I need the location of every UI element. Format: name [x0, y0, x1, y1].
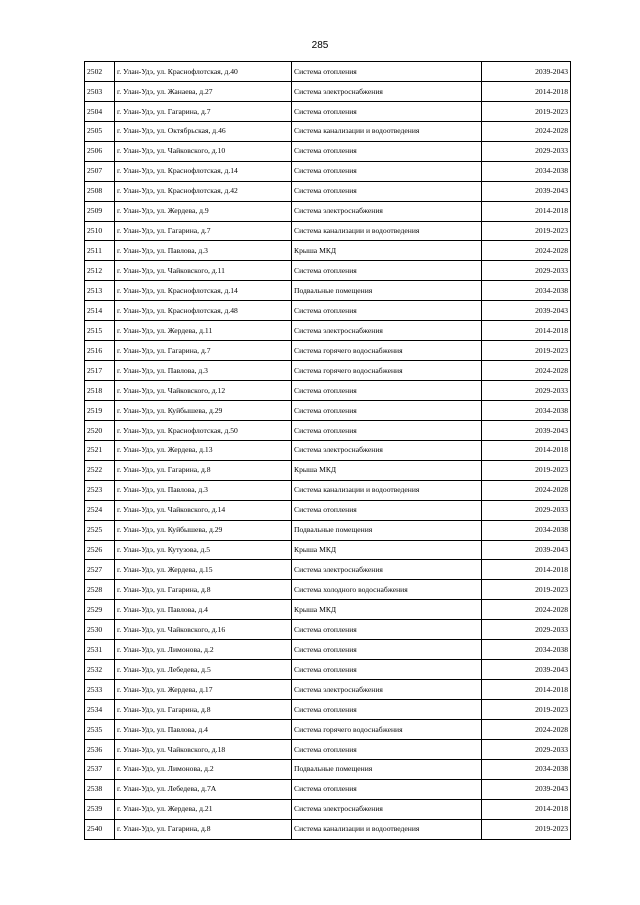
address-cell: г. Улан-Удэ, ул. Кутузова, д.5: [115, 540, 292, 560]
period-cell: 2024-2028: [482, 719, 571, 739]
period-cell: 2014-2018: [482, 81, 571, 101]
address-cell: г. Улан-Удэ, ул. Лимонова, д.2: [115, 759, 292, 779]
table-row: [85, 400, 571, 420]
row-number-cell: 2522: [85, 460, 115, 480]
address-cell: г. Улан-Удэ, ул. Жердева, д.11: [115, 321, 292, 341]
table-row: [85, 600, 571, 620]
address-cell: г. Улан-Удэ, ул. Краснофлотская, д.14: [115, 161, 292, 181]
row-number-cell: 2520: [85, 420, 115, 440]
row-number-cell: 2526: [85, 540, 115, 560]
period-cell: 2034-2038: [482, 759, 571, 779]
address-cell: г. Улан-Удэ, ул. Павлова, д.3: [115, 480, 292, 500]
system-cell: Подвальные помещения: [292, 281, 482, 301]
table-row: [85, 700, 571, 720]
table-row: [85, 281, 571, 301]
row-number-cell: 2537: [85, 759, 115, 779]
period-cell: 2039-2043: [482, 181, 571, 201]
table-row: [85, 161, 571, 181]
period-cell: 2039-2043: [482, 420, 571, 440]
period-cell: 2034-2038: [482, 520, 571, 540]
period-cell: 2039-2043: [482, 62, 571, 82]
system-cell: Система отопления: [292, 420, 482, 440]
period-cell: 2034-2038: [482, 281, 571, 301]
period-cell: 2014-2018: [482, 201, 571, 221]
row-number-cell: 2514: [85, 301, 115, 321]
table-row: [85, 141, 571, 161]
system-cell: Подвальные помещения: [292, 520, 482, 540]
system-cell: Крыша МКД: [292, 540, 482, 560]
row-number-cell: 2524: [85, 500, 115, 520]
row-number-cell: 2506: [85, 141, 115, 161]
period-cell: 2024-2028: [482, 600, 571, 620]
table-row: [85, 81, 571, 101]
period-cell: 2029-2033: [482, 739, 571, 759]
address-cell: г. Улан-Удэ, ул. Чайковского, д.12: [115, 381, 292, 401]
address-cell: г. Улан-Удэ, ул. Краснофлотская, д.48: [115, 301, 292, 321]
system-cell: Система канализации и водоотведения: [292, 221, 482, 241]
row-number-cell: 2513: [85, 281, 115, 301]
table-row: [85, 560, 571, 580]
row-number-cell: 2503: [85, 81, 115, 101]
row-number-cell: 2518: [85, 381, 115, 401]
period-cell: 2029-2033: [482, 381, 571, 401]
system-cell: Система электроснабжения: [292, 440, 482, 460]
table-row: [85, 121, 571, 141]
address-cell: г. Улан-Удэ, ул. Гагарина, д.8: [115, 580, 292, 600]
address-cell: г. Улан-Удэ, ул. Краснофлотская, д.14: [115, 281, 292, 301]
address-cell: г. Улан-Удэ, ул. Жердева, д.13: [115, 440, 292, 460]
period-cell: 2039-2043: [482, 779, 571, 799]
address-cell: г. Улан-Удэ, ул. Куйбышева, д.29: [115, 520, 292, 540]
system-cell: Система отопления: [292, 620, 482, 640]
address-cell: г. Улан-Удэ, ул. Павлова, д.3: [115, 361, 292, 381]
row-number-cell: 2508: [85, 181, 115, 201]
address-cell: г. Улан-Удэ, ул. Лебедева, д.7А: [115, 779, 292, 799]
row-number-cell: 2515: [85, 321, 115, 341]
system-cell: Система отопления: [292, 779, 482, 799]
row-number-cell: 2533: [85, 680, 115, 700]
table-row: [85, 241, 571, 261]
system-cell: Крыша МКД: [292, 241, 482, 261]
table-row: [85, 261, 571, 281]
row-number-cell: 2530: [85, 620, 115, 640]
address-cell: г. Улан-Удэ, ул. Краснофлотская, д.50: [115, 420, 292, 440]
system-cell: Система отопления: [292, 700, 482, 720]
system-cell: Система отопления: [292, 739, 482, 759]
period-cell: 2024-2028: [482, 361, 571, 381]
system-cell: Система отопления: [292, 261, 482, 281]
system-cell: Система отопления: [292, 101, 482, 121]
row-number-cell: 2516: [85, 341, 115, 361]
system-cell: Система электроснабжения: [292, 680, 482, 700]
period-cell: 2029-2033: [482, 141, 571, 161]
address-cell: г. Улан-Удэ, ул. Куйбышева, д.29: [115, 400, 292, 420]
system-cell: Система отопления: [292, 500, 482, 520]
period-cell: 2024-2028: [482, 241, 571, 261]
row-number-cell: 2540: [85, 819, 115, 839]
address-cell: г. Улан-Удэ, ул. Гагарина, д.8: [115, 700, 292, 720]
table-row: [85, 62, 571, 82]
table-row: [85, 101, 571, 121]
table-row: [85, 341, 571, 361]
row-number-cell: 2504: [85, 101, 115, 121]
table-row: [85, 759, 571, 779]
address-cell: г. Улан-Удэ, ул. Гагарина, д.7: [115, 221, 292, 241]
row-number-cell: 2529: [85, 600, 115, 620]
system-cell: Система горячего водоснабжения: [292, 719, 482, 739]
row-number-cell: 2525: [85, 520, 115, 540]
row-number-cell: 2502: [85, 62, 115, 82]
table-row: [85, 440, 571, 460]
address-cell: г. Улан-Удэ, ул. Павлова, д.4: [115, 719, 292, 739]
row-number-cell: 2505: [85, 121, 115, 141]
period-cell: 2014-2018: [482, 680, 571, 700]
system-cell: Система электроснабжения: [292, 201, 482, 221]
period-cell: 2039-2043: [482, 540, 571, 560]
address-cell: г. Улан-Удэ, ул. Павлова, д.3: [115, 241, 292, 261]
address-cell: г. Улан-Удэ, ул. Гагарина, д.7: [115, 341, 292, 361]
table-row: [85, 719, 571, 739]
table-row: [85, 381, 571, 401]
row-number-cell: 2534: [85, 700, 115, 720]
table-row: [85, 420, 571, 440]
system-cell: Система отопления: [292, 181, 482, 201]
table-row: [85, 500, 571, 520]
system-cell: Система горячего водоснабжения: [292, 341, 482, 361]
table-row: [85, 301, 571, 321]
system-cell: Система отопления: [292, 161, 482, 181]
period-cell: 2019-2023: [482, 101, 571, 121]
system-cell: Система отопления: [292, 400, 482, 420]
period-cell: 2019-2023: [482, 460, 571, 480]
address-cell: г. Улан-Удэ, ул. Жанаева, д.27: [115, 81, 292, 101]
address-cell: г. Улан-Удэ, ул. Чайковского, д.14: [115, 500, 292, 520]
address-cell: г. Улан-Удэ, ул. Чайковского, д.10: [115, 141, 292, 161]
period-cell: 2024-2028: [482, 121, 571, 141]
address-cell: г. Улан-Удэ, ул. Гагарина, д.7: [115, 101, 292, 121]
period-cell: 2014-2018: [482, 560, 571, 580]
row-number-cell: 2519: [85, 400, 115, 420]
row-number-cell: 2532: [85, 660, 115, 680]
address-cell: г. Улан-Удэ, ул. Жердева, д.15: [115, 560, 292, 580]
address-cell: г. Улан-Удэ, ул. Краснофлотская, д.42: [115, 181, 292, 201]
row-number-cell: 2517: [85, 361, 115, 381]
period-cell: 2039-2043: [482, 660, 571, 680]
table-row: [85, 361, 571, 381]
system-cell: Система электроснабжения: [292, 81, 482, 101]
system-cell: Подвальные помещения: [292, 759, 482, 779]
address-cell: г. Улан-Удэ, ул. Октябрьская, д.46: [115, 121, 292, 141]
system-cell: Система отопления: [292, 381, 482, 401]
system-cell: Система канализации и водоотведения: [292, 819, 482, 839]
system-cell: Система отопления: [292, 301, 482, 321]
period-cell: 2019-2023: [482, 700, 571, 720]
system-cell: Система отопления: [292, 62, 482, 82]
period-cell: 2019-2023: [482, 819, 571, 839]
table-row: [85, 819, 571, 839]
period-cell: 2034-2038: [482, 400, 571, 420]
address-cell: г. Улан-Удэ, ул. Лебедева, д.5: [115, 660, 292, 680]
row-number-cell: 2521: [85, 440, 115, 460]
address-cell: г. Улан-Удэ, ул. Жердева, д.9: [115, 201, 292, 221]
system-cell: Система горячего водоснабжения: [292, 361, 482, 381]
period-cell: 2029-2033: [482, 500, 571, 520]
address-cell: г. Улан-Удэ, ул. Павлова, д.4: [115, 600, 292, 620]
table-row: [85, 221, 571, 241]
table-row: [85, 739, 571, 759]
table-row: [85, 201, 571, 221]
period-cell: 2014-2018: [482, 440, 571, 460]
table-row: [85, 460, 571, 480]
system-cell: Система холодного водоснабжения: [292, 580, 482, 600]
period-cell: 2019-2023: [482, 221, 571, 241]
row-number-cell: 2523: [85, 480, 115, 500]
row-number-cell: 2527: [85, 560, 115, 580]
system-cell: Система отопления: [292, 640, 482, 660]
table-row: [85, 640, 571, 660]
table-row: [85, 540, 571, 560]
table-row: [85, 181, 571, 201]
table-row: [85, 680, 571, 700]
period-cell: 2039-2043: [482, 301, 571, 321]
row-number-cell: 2531: [85, 640, 115, 660]
system-cell: Система канализации и водоотведения: [292, 480, 482, 500]
table-body: [85, 62, 571, 840]
address-cell: г. Улан-Удэ, ул. Жердева, д.17: [115, 680, 292, 700]
address-cell: г. Улан-Удэ, ул. Чайковского, д.18: [115, 739, 292, 759]
row-number-cell: 2507: [85, 161, 115, 181]
table-row: [85, 321, 571, 341]
table-row: [85, 480, 571, 500]
row-number-cell: 2510: [85, 221, 115, 241]
period-cell: 2029-2033: [482, 261, 571, 281]
table-row: [85, 799, 571, 819]
system-cell: Система электроснабжения: [292, 560, 482, 580]
row-number-cell: 2509: [85, 201, 115, 221]
system-cell: Система электроснабжения: [292, 321, 482, 341]
address-cell: г. Улан-Удэ, ул. Гагарина, д.8: [115, 460, 292, 480]
period-cell: 2029-2033: [482, 620, 571, 640]
row-number-cell: 2512: [85, 261, 115, 281]
table-row: [85, 520, 571, 540]
system-cell: Крыша МКД: [292, 600, 482, 620]
row-number-cell: 2539: [85, 799, 115, 819]
address-cell: г. Улан-Удэ, ул. Чайковского, д.11: [115, 261, 292, 281]
address-cell: г. Улан-Удэ, ул. Жердева, д.21: [115, 799, 292, 819]
repair-schedule-table: [84, 61, 571, 840]
row-number-cell: 2535: [85, 719, 115, 739]
period-cell: 2034-2038: [482, 161, 571, 181]
address-cell: г. Улан-Удэ, ул. Гагарина, д.8: [115, 819, 292, 839]
address-cell: г. Улан-Удэ, ул. Чайковского, д.16: [115, 620, 292, 640]
period-cell: 2024-2028: [482, 480, 571, 500]
period-cell: 2019-2023: [482, 341, 571, 361]
table-row: [85, 580, 571, 600]
row-number-cell: 2511: [85, 241, 115, 261]
period-cell: 2014-2018: [482, 799, 571, 819]
system-cell: Система канализации и водоотведения: [292, 121, 482, 141]
period-cell: 2014-2018: [482, 321, 571, 341]
system-cell: Крыша МКД: [292, 460, 482, 480]
period-cell: 2034-2038: [482, 640, 571, 660]
system-cell: Система электроснабжения: [292, 799, 482, 819]
row-number-cell: 2538: [85, 779, 115, 799]
row-number-cell: 2528: [85, 580, 115, 600]
page-number: 285: [311, 40, 329, 51]
address-cell: г. Улан-Удэ, ул. Краснофлотская, д.40: [115, 62, 292, 82]
system-cell: Система отопления: [292, 141, 482, 161]
system-cell: Система отопления: [292, 660, 482, 680]
row-number-cell: 2536: [85, 739, 115, 759]
table-row: [85, 620, 571, 640]
table-row: [85, 660, 571, 680]
period-cell: 2019-2023: [482, 580, 571, 600]
table-row: [85, 779, 571, 799]
address-cell: г. Улан-Удэ, ул. Лимонова, д.2: [115, 640, 292, 660]
